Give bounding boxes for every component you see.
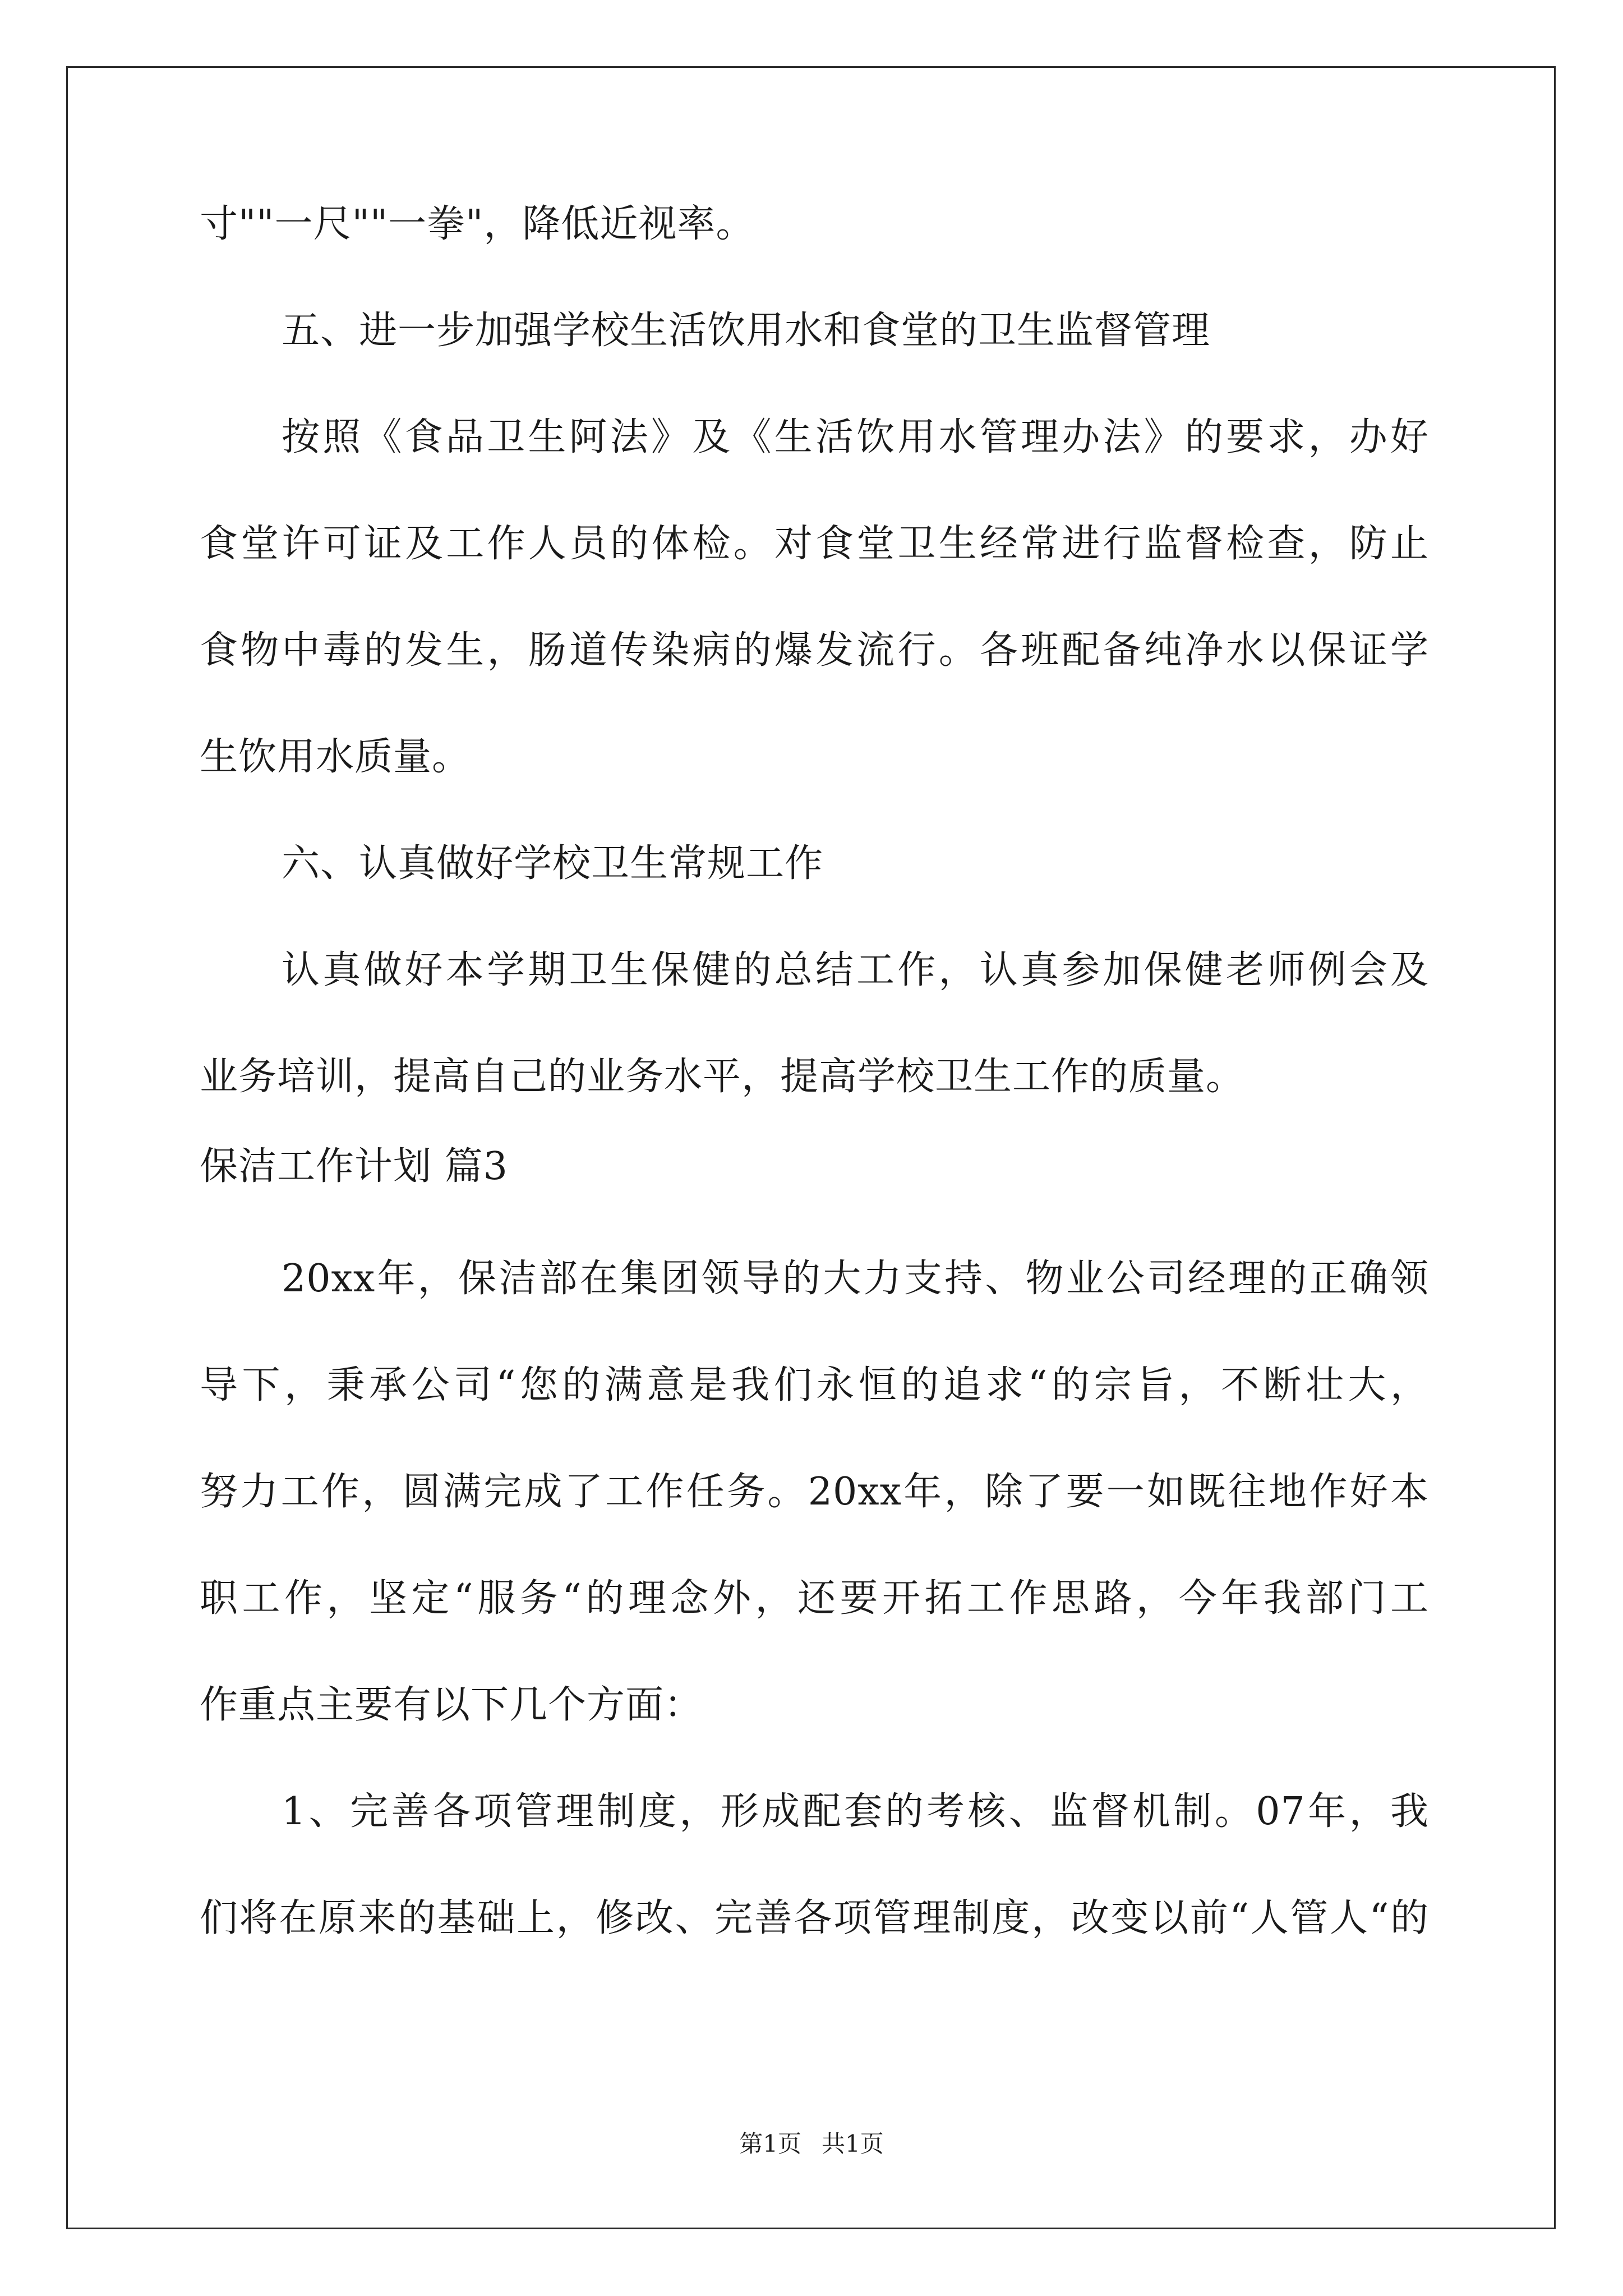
section-heading-5: 五、进一步加强学校生活饮用水和食堂的卫生监督管理 — [282, 309, 1211, 353]
page-number: 第1页 — [739, 2130, 801, 2157]
text-line: 1、完善各项管理制度，形成配套的考核、监督机制。07年，我 — [282, 1789, 1429, 1834]
text-line: 食物中毒的发生，肠道传染病的爆发流行。各班配备纯净水以保证学 — [200, 628, 1429, 673]
section-heading-6: 六、认真做好学校卫生常规工作 — [282, 841, 824, 886]
page-total: 共1页 — [822, 2130, 884, 2157]
text-line: 食堂许可证及工作人员的体检。对食堂卫生经常进行监督检查，防止 — [200, 522, 1429, 566]
article-title: 保洁工作计划 篇3 — [200, 1144, 508, 1189]
text-line: 们将在原来的基础上，修改、完善各项管理制度，改变以前“人管人“的 — [200, 1896, 1429, 1940]
text-line: 寸""一尺""一拳"，降低近视率。 — [200, 202, 755, 246]
text-line: 生饮用水质量。 — [200, 735, 471, 779]
text-line: 作重点主要有以下几个方面： — [200, 1683, 703, 1727]
text-line: 认真做好本学期卫生保健的总结工作，认真参加保健老师例会及 — [282, 948, 1429, 992]
text-line: 20xx年，保洁部在集团领导的大力支持、物业公司经理的正确领 — [282, 1257, 1429, 1301]
text-line: 导下，秉承公司“您的满意是我们永恒的追求“的宗旨，不断壮大， — [200, 1363, 1429, 1407]
text-line: 按照《食品卫生阿法》及《生活饮用水管理办法》的要求，办好 — [282, 415, 1429, 459]
text-line: 业务培训，提高自己的业务水平，提高学校卫生工作的质量。 — [200, 1055, 1245, 1099]
page-footer — [0, 2127, 1623, 2161]
text-line: 职工作，坚定“服务“的理念外，还要开拓工作思路，今年我部门工 — [200, 1576, 1429, 1621]
text-line: 努力工作，圆满完成了工作任务。20xx年，除了要一如既往地作好本 — [200, 1470, 1429, 1514]
